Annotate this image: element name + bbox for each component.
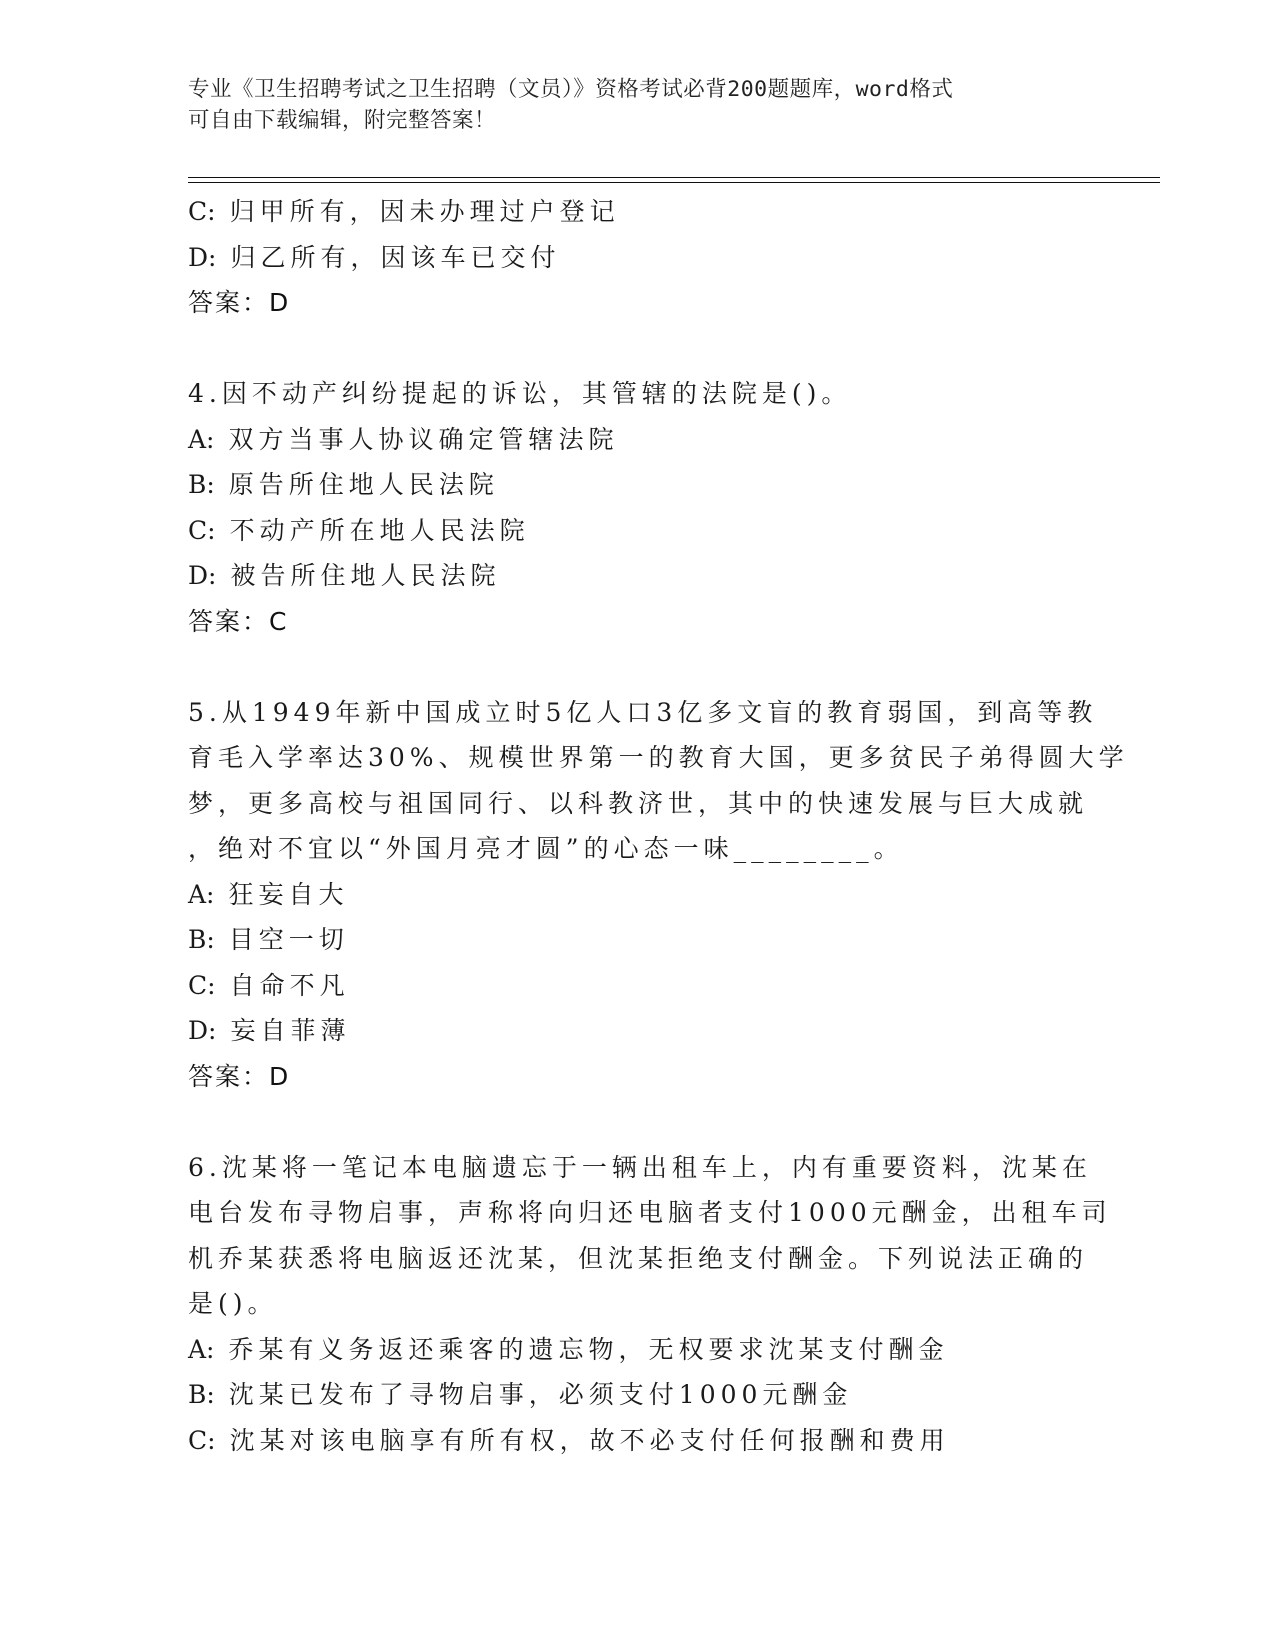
option-a: A: 双方当事人协议确定管辖法院	[188, 424, 619, 454]
answer: 答案：D	[188, 288, 291, 317]
header-line-2: 可自由下载编辑，附完整答案！	[188, 108, 497, 133]
option-d: D: 妄自菲薄	[188, 1016, 351, 1045]
header-rule	[188, 182, 1160, 183]
question-stem: 5.从1949年新中国成立时5亿人口3亿多文盲的教育弱国，到高等教 育毛入学率达30%、规模世界第一的教育大国，更多贫民子弟得圆大学 梦，更多高校与祖国同行、以科教济世，其中的快速发展与巨大成就 ，绝对不宜以“外国月亮才圆”的心态一味________。	[188, 697, 1129, 863]
option-b: B: 沈某已发布了寻物启事，必须支付1000元酬金	[188, 1380, 853, 1409]
question-3	[188, 189, 1088, 326]
question-4	[188, 371, 1088, 644]
question-6	[188, 1145, 1112, 1464]
option-b: B: 目空一切	[188, 925, 349, 954]
question-content	[188, 189, 1129, 1463]
option-c: C: 沈某对该电脑享有所有权，故不必支付任何报酬和费用	[188, 1425, 950, 1455]
question-stem: 6.沈某将一笔记本电脑遗忘于一辆出租车上，内有重要资料，沈某在 电台发布寻物启事，声称将向归还电脑者支付1000元酬金，出租车司 机乔某获悉将电脑返还沈某，但沈某拒绝支付酬金。下列说法正确的 是()。	[188, 1152, 1112, 1318]
option-c: C: 不动产所在地人民法院	[188, 515, 530, 545]
answer: 答案：D	[188, 1061, 291, 1091]
question-stem: 4.因不动产纠纷提起的诉讼，其管辖的法院是()。	[188, 379, 852, 408]
page-header	[188, 74, 1088, 136]
answer: 答案：C	[188, 606, 289, 636]
header-line-1: 专业《卫生招聘考试之卫生招聘（文员）》资格考试必背200题题库，word格式	[188, 77, 954, 102]
option-d: D: 归乙所有，因该车已交付	[188, 242, 561, 272]
header-rule	[188, 177, 1160, 178]
question-5	[188, 690, 1129, 1100]
option-a: A: 狂妄自大	[188, 879, 349, 909]
option-d: D: 被告所住地人民法院	[188, 561, 501, 590]
option-b: B: 原告所住地人民法院	[188, 470, 499, 499]
option-c: C: 自命不凡	[188, 970, 350, 1000]
option-a: A: 乔某有义务返还乘客的遗忘物，无权要求沈某支付酬金	[188, 1334, 949, 1364]
option-c: C: 归甲所有，因未办理过户登记	[188, 197, 620, 226]
